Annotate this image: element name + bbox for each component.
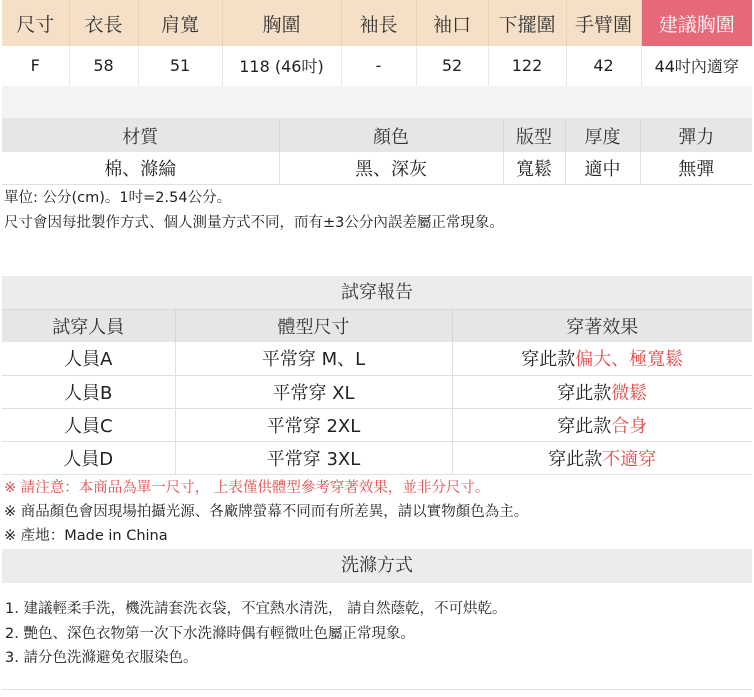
trial-size: 平常穿 M、L bbox=[175, 342, 452, 375]
size-value-cell: 58 bbox=[69, 46, 138, 86]
trial-person: 人員C bbox=[2, 408, 175, 441]
trial-effect-result: 合身 bbox=[611, 415, 648, 437]
trial-effect bbox=[452, 342, 752, 375]
size-value-cell: 42 bbox=[566, 46, 641, 86]
material-header-cell: 顏色 bbox=[279, 119, 503, 152]
size-header-cell: 胸圍 bbox=[222, 0, 341, 46]
trial-row bbox=[2, 375, 752, 408]
trial-effect-prefix: 穿此款 bbox=[548, 448, 603, 470]
material-value-row bbox=[2, 152, 752, 184]
trial-person: 人員D bbox=[2, 441, 175, 474]
color-notice: ※ 商品顏色會因現場拍攝光源、各廠牌螢幕不同而有所差異，請以實物顏色為主。 bbox=[4, 504, 529, 520]
size-table bbox=[2, 0, 752, 87]
trial-effect bbox=[452, 375, 752, 408]
size-value-cell: F bbox=[2, 46, 69, 86]
size-value-cell: - bbox=[341, 46, 416, 86]
material-header-cell: 厚度 bbox=[565, 119, 640, 152]
trial-effect-prefix: 穿此款 bbox=[557, 415, 612, 437]
trial-person: 人員B bbox=[2, 375, 175, 408]
material-header-cell: 材質 bbox=[2, 119, 279, 152]
size-header-cell: 袖口 bbox=[416, 0, 488, 46]
recommended-chest-header: 建議胸圍 bbox=[641, 0, 752, 46]
trial-header-cell: 穿著效果 bbox=[452, 310, 752, 342]
material-value-cell: 適中 bbox=[565, 152, 640, 184]
size-header-cell: 肩寬 bbox=[138, 0, 222, 46]
trial-header-cell: 試穿人員 bbox=[2, 310, 175, 342]
size-header-cell: 下擺圍 bbox=[488, 0, 566, 46]
material-value-cell: 棉、滌綸 bbox=[2, 152, 279, 184]
trial-row bbox=[2, 342, 752, 375]
size-value-cell: 51 bbox=[138, 46, 222, 86]
trial-person: 人員A bbox=[2, 342, 175, 375]
origin-notice: ※ 產地：Made in China bbox=[4, 528, 168, 544]
trial-size: 平常穿 XL bbox=[175, 375, 452, 408]
trial-effect-result: 不適穿 bbox=[602, 448, 657, 470]
recommended-chest-value: 44吋內適穿 bbox=[641, 46, 752, 86]
trial-header-row bbox=[2, 310, 752, 342]
single-size-warning: ※ 請注意：本商品為單一尺寸， 上表僅供體型參考穿著效果，並非分尺寸。 bbox=[4, 480, 490, 496]
trial-row bbox=[2, 408, 752, 441]
size-value-cell: 122 bbox=[488, 46, 566, 86]
trial-effect-prefix: 穿此款 bbox=[557, 382, 612, 404]
tolerance-note: 尺寸會因每批製作方式、個人測量方式不同，而有±3公分內誤差屬正常現象。 bbox=[4, 215, 504, 231]
material-header-row bbox=[2, 119, 752, 152]
size-header-cell: 尺寸 bbox=[2, 0, 69, 46]
wash-line: 3. 請分色洗滌避免衣服染色。 bbox=[5, 650, 198, 666]
material-value-cell: 無彈 bbox=[640, 152, 752, 184]
trial-effect-prefix: 穿此款 bbox=[521, 349, 576, 371]
unit-note: 單位: 公分(cm)。1吋=2.54公分。 bbox=[4, 190, 232, 206]
size-value-cell: 52 bbox=[416, 46, 488, 86]
wash-line: 1. 建議輕柔手洗，機洗請套洗衣袋，不宜熱水清洗， 請自然蔭乾，不可烘乾。 bbox=[5, 601, 507, 617]
wash-title: 洗滌方式 bbox=[2, 549, 752, 583]
trial-effect-result: 偏大、極寬鬆 bbox=[575, 349, 684, 371]
trial-row bbox=[2, 441, 752, 474]
spacer-band bbox=[2, 86, 752, 119]
trial-header-cell: 體型尺寸 bbox=[175, 310, 452, 342]
trial-effect bbox=[452, 408, 752, 441]
trial-size: 平常穿 2XL bbox=[175, 408, 452, 441]
trial-report-title: 試穿報告 bbox=[2, 276, 752, 310]
trial-size: 平常穿 3XL bbox=[175, 441, 452, 474]
size-value-cell: 118 (46吋) bbox=[222, 46, 341, 86]
wash-line: 2. 艷色、深色衣物第一次下水洗滌時偶有輕微吐色屬正常現象。 bbox=[5, 625, 415, 642]
trial-effect-result: 微鬆 bbox=[611, 382, 648, 404]
size-header-cell: 袖長 bbox=[341, 0, 416, 46]
trial-effect bbox=[452, 441, 752, 474]
size-header-cell: 衣長 bbox=[69, 0, 138, 46]
size-header-row bbox=[2, 0, 752, 46]
material-value-cell: 寬鬆 bbox=[503, 152, 565, 184]
wash-instructions bbox=[2, 583, 752, 690]
size-header-cell: 手臂圍 bbox=[566, 0, 641, 46]
size-value-row bbox=[2, 46, 752, 86]
material-table bbox=[2, 119, 752, 185]
trial-report-table bbox=[2, 310, 752, 475]
material-header-cell: 彈力 bbox=[640, 119, 752, 152]
material-value-cell: 黑、深灰 bbox=[279, 152, 503, 184]
notice-list bbox=[4, 476, 528, 548]
material-header-cell: 版型 bbox=[503, 119, 565, 152]
